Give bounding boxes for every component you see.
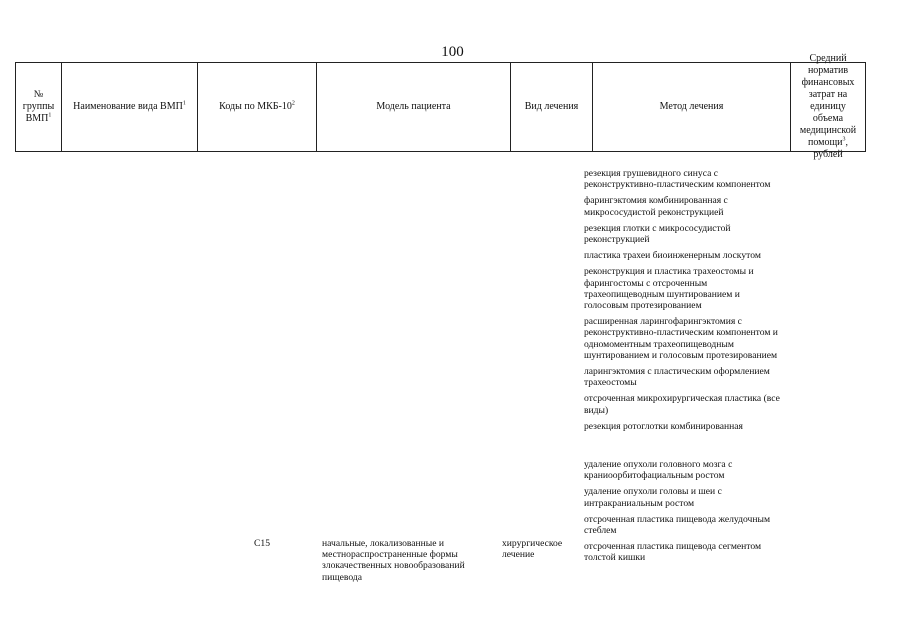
header-group-number-line2: группы <box>22 101 55 112</box>
footnote-ref: 2 <box>291 100 295 107</box>
header-treatment-method-text: Метод лечения <box>659 101 724 112</box>
method-item: удаление опухоли головного мозга с краниоорбитофациальным ростом <box>584 459 733 482</box>
header-group-number-line3: ВМП <box>25 113 49 124</box>
patient-model-c15: начальные, локализованные и местнораспространенные формы злокачественных новообразований пищевода <box>322 538 465 583</box>
method-item: фарингэктомия комбинированная с микрососудистой реконструкцией <box>584 195 728 218</box>
header-icd-codes-text: Коды по МКБ-10 <box>219 101 292 112</box>
method-item: отсроченная пластика пищевода сегментом толстой кишки <box>584 541 762 564</box>
method-item: реконструкция и пластика трахеостомы и фарингостомы с отсроченным трахеопищеводным шунтированием и голосовым протезированием <box>584 266 754 312</box>
treatment-type-c15: хирургическое лечение <box>502 538 563 561</box>
footnote-ref: 1 <box>48 112 52 119</box>
header-vmp-name-text: Наименование вида ВМП <box>73 101 183 112</box>
method-item: удаление опухоли головы и шеи с интракраниальным ростом <box>584 486 722 509</box>
icd-code-c15: C15 <box>254 538 270 549</box>
header-cost-norm <box>790 53 866 160</box>
footnote-ref: 3 <box>842 136 846 143</box>
method-item: пластика трахеи биоинженерным лоскутом <box>584 250 761 262</box>
header-patient-model-text: Модель пациента <box>376 101 451 112</box>
method-item: резекция ротоглотки комбинированная <box>584 420 743 432</box>
header-vmp-name <box>61 63 197 151</box>
header-patient-model <box>316 63 510 151</box>
footnote-ref: 1 <box>182 100 186 107</box>
header-group-number <box>15 63 61 151</box>
header-icd-codes <box>197 63 316 151</box>
header-treatment-type-text: Вид лечения <box>524 101 579 112</box>
treatment-methods-list <box>584 168 780 569</box>
method-item: расширенная ларингофарингэктомия с реконструктивно-пластическим компонентом и одномоментным трахеопищеводным шунтированием и голосовым протезированием <box>584 316 778 361</box>
header-cost-norm-text: Средний норматив финансовых затрат на единицу объема медицинской помощи <box>799 53 857 148</box>
header-treatment-method <box>592 63 790 151</box>
header-group-number-line1: № <box>33 89 44 100</box>
method-item: отсроченная микрохирургическая пластика (все виды) <box>584 393 780 416</box>
table-header <box>15 53 866 160</box>
method-item: отсроченная пластика пищевода желудочным стеблем <box>584 513 771 537</box>
method-item: резекция глотки с микрососудистой реконструкцией <box>584 222 731 246</box>
method-item: ларингэктомия с пластическим оформлением трахеостомы <box>584 366 770 389</box>
page-number: 100 <box>441 44 464 60</box>
header-treatment-type <box>510 63 592 151</box>
method-item: резекция грушевидного синуса с реконструктивно-пластическим компонентом <box>584 168 771 191</box>
header-cost-norm-suffix: , рублей <box>813 137 849 160</box>
